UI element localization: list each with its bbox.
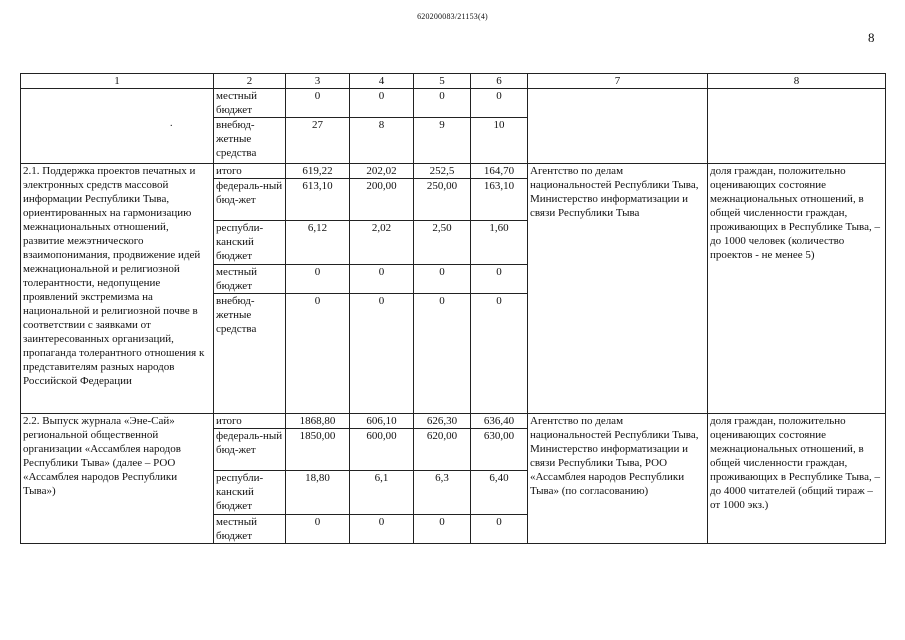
value-cell: 18,80: [286, 471, 350, 515]
value-cell: 0: [471, 294, 528, 414]
column-number: 1: [21, 74, 214, 89]
value-cell: 0: [414, 265, 471, 294]
continued-executor-cell: [528, 89, 708, 164]
column-number: 8: [708, 74, 886, 89]
program-table: [20, 73, 886, 544]
value-cell: 613,10: [286, 179, 350, 221]
funding-source-cell: местный бюджет: [214, 515, 286, 544]
activity-description: 2.2. Выпуск журнала «Эне-Сай» региональной общественной организации «Ассамблея народов Республики Тыва» (далее – РОО «Ассамблея народов Республики Тыва»): [21, 414, 214, 544]
indicator-cell: доля граждан, положительно оценивающих состояние межнациональных отношений, в общей численности граждан, проживающих в Республике Тыва, – до 1000 человек (количество проектов - не менее 5): [708, 164, 886, 414]
value-cell: 1868,80: [286, 414, 350, 429]
value-cell: 0: [471, 265, 528, 294]
funding-source-cell: местный бюджет: [214, 265, 286, 294]
executor-cell: Агентство по делам национальностей Республики Тыва, Министерство информатизации и связи Республики Тыва: [528, 164, 708, 414]
value-cell: 6,40: [471, 471, 528, 515]
value-cell: 6,1: [350, 471, 414, 515]
column-number: 4: [350, 74, 414, 89]
document-code: 620200083/21153(4): [417, 12, 488, 21]
column-number: 6: [471, 74, 528, 89]
value-cell: 0: [350, 265, 414, 294]
value-cell: 0: [414, 89, 471, 118]
value-cell: 6,3: [414, 471, 471, 515]
funding-source-cell: итого: [214, 414, 286, 429]
continued-description-cell: [21, 89, 214, 164]
value-cell: 252,5: [414, 164, 471, 179]
stray-mark: .: [170, 118, 173, 129]
value-cell: 9: [414, 118, 471, 164]
value-cell: 6,12: [286, 221, 350, 265]
value-cell: 0: [471, 89, 528, 118]
value-cell: 8: [350, 118, 414, 164]
funding-source-cell: республи-канский бюджет: [214, 471, 286, 515]
executor-cell: Агентство по делам национальностей Республики Тыва, Министерство информатизации и связи Республики Тыва, РОО «Ассамблея народов Республики Тыва» (по согласованию): [528, 414, 708, 544]
value-cell: 2,02: [350, 221, 414, 265]
column-number: 3: [286, 74, 350, 89]
value-cell: 600,00: [350, 429, 414, 471]
value-cell: 27: [286, 118, 350, 164]
value-cell: 0: [286, 265, 350, 294]
table-row: [21, 414, 886, 429]
value-cell: 200,00: [350, 179, 414, 221]
value-cell: 1850,00: [286, 429, 350, 471]
value-cell: 2,50: [414, 221, 471, 265]
funding-source-cell: республи-канский бюджет: [214, 221, 286, 265]
value-cell: 636,40: [471, 414, 528, 429]
value-cell: 0: [414, 294, 471, 414]
column-number: 2: [214, 74, 286, 89]
column-number: 5: [414, 74, 471, 89]
page-number: 8: [868, 30, 875, 45]
value-cell: 0: [350, 294, 414, 414]
value-cell: 10: [471, 118, 528, 164]
value-cell: 0: [286, 515, 350, 544]
funding-source-cell: федераль-ный бюд-жет: [214, 429, 286, 471]
value-cell: 606,10: [350, 414, 414, 429]
funding-source-cell: итого: [214, 164, 286, 179]
value-cell: 626,30: [414, 414, 471, 429]
column-number: 7: [528, 74, 708, 89]
value-cell: 0: [414, 515, 471, 544]
value-cell: 0: [286, 294, 350, 414]
activity-description: 2.1. Поддержка проектов печатных и электронных средств массовой информации Республики Тыва, ориентированных на гармонизацию межнациональных отношений, развитие межэтнического взаимопонимания, продвижение идей межнациональной и религиозной толерантности, недопущение проявлений экстремизма на национальной и религиозной почве в соответствии с заявками от заинтересованных организаций, пропаганда толерантного отношения к представителям разных народов Российской Федерации: [21, 164, 214, 414]
indicator-cell: доля граждан, положительно оценивающих состояние межнациональных отношений, в общей численности граждан, проживающих в Республике Тыва, – до 4000 читателей (общий тираж – от 1000 экз.): [708, 414, 886, 544]
value-cell: 164,70: [471, 164, 528, 179]
value-cell: 0: [471, 515, 528, 544]
value-cell: 620,00: [414, 429, 471, 471]
value-cell: 0: [350, 515, 414, 544]
value-cell: 250,00: [414, 179, 471, 221]
continued-indicator-cell: [708, 89, 886, 164]
value-cell: 630,00: [471, 429, 528, 471]
value-cell: 0: [286, 89, 350, 118]
table-row: [21, 89, 886, 118]
column-number-row: [21, 74, 886, 89]
funding-source-cell: местный бюджет: [214, 89, 286, 118]
value-cell: 619,22: [286, 164, 350, 179]
value-cell: 1,60: [471, 221, 528, 265]
funding-source-cell: федераль-ный бюд-жет: [214, 179, 286, 221]
funding-source-cell: внебюд-жетные средства: [214, 294, 286, 414]
funding-source-cell: внебюд-жетные средства: [214, 118, 286, 164]
value-cell: 0: [350, 89, 414, 118]
value-cell: 202,02: [350, 164, 414, 179]
table-row: [21, 164, 886, 179]
value-cell: 163,10: [471, 179, 528, 221]
